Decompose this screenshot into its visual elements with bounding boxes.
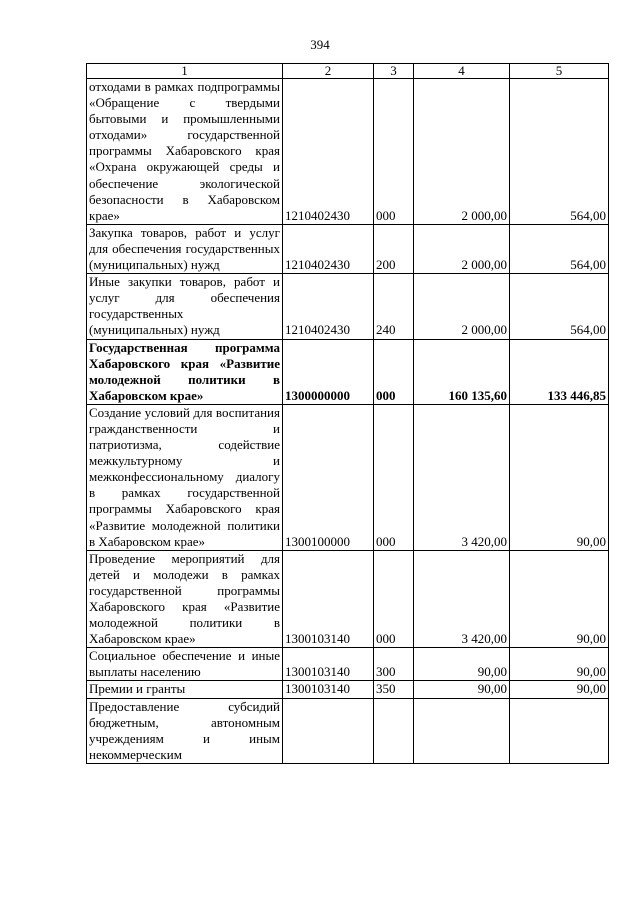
row-code-cell: 1300103140	[283, 681, 374, 698]
row-code-cell: 1300100000	[283, 404, 374, 550]
column-header: 3	[374, 64, 414, 79]
column-header: 5	[510, 64, 609, 79]
row-name-cell: Премии и гранты	[87, 681, 283, 698]
row-amount-cell: 160 135,60	[414, 339, 510, 404]
row-type-cell: 000	[374, 404, 414, 550]
table-row	[87, 648, 609, 681]
row-amount-cell: 2 000,00	[414, 79, 510, 225]
row-name-cell: Иные закупки товаров, работ и услуг для обеспечения государственных (муниципальных) нужд	[87, 274, 283, 339]
row-code-cell: 1210402430	[283, 79, 374, 225]
row-amount-cell: 2 000,00	[414, 274, 510, 339]
row-amount-cell: 3 420,00	[414, 550, 510, 648]
row-amount-cell: 90,00	[510, 681, 609, 698]
row-amount-cell: 564,00	[510, 79, 609, 225]
row-type-cell: 000	[374, 550, 414, 648]
row-type-cell: 200	[374, 224, 414, 273]
row-code-cell: 1300103140	[283, 550, 374, 648]
row-name-cell: Проведение мероприятий для детей и молодежи в рамках государственной программы Хабаровского края «Развитие молодежной политики в Хабаровском крае»	[87, 550, 283, 648]
table-row	[87, 681, 609, 698]
table-row	[87, 698, 609, 763]
table-row-program	[87, 339, 609, 404]
row-name-cell: отходами в рамках подпрограммы «Обращение с твердыми бытовыми и промышленными отходами» государственной программы Хабаровского края «Охрана окружающей среды и обеспечение экологической безопасности в Хабаровском крае»	[87, 79, 283, 225]
row-amount-cell: 564,00	[510, 274, 609, 339]
budget-table	[86, 63, 609, 764]
row-amount-cell: 90,00	[510, 648, 609, 681]
table-row	[87, 550, 609, 648]
table-row	[87, 79, 609, 225]
table-header-row	[87, 64, 609, 79]
row-type-cell: 000	[374, 339, 414, 404]
row-amount-cell: 90,00	[414, 648, 510, 681]
row-type-cell: 350	[374, 681, 414, 698]
row-type-cell: 300	[374, 648, 414, 681]
row-type-cell	[374, 698, 414, 763]
row-amount-cell	[414, 698, 510, 763]
row-name-cell: Социальное обеспечение и иные выплаты населению	[87, 648, 283, 681]
row-code-cell: 1210402430	[283, 224, 374, 273]
row-amount-cell	[510, 698, 609, 763]
row-amount-cell: 90,00	[414, 681, 510, 698]
table-row	[87, 224, 609, 273]
row-name-cell: Создание условий для воспитания гражданственности и патриотизма, содействие межкультурному и межконфессиональному диалогу в рамках государственной программы Хабаровского края «Развитие молодежной политики в Хабаровском крае»	[87, 404, 283, 550]
column-header: 4	[414, 64, 510, 79]
row-name-cell: Предоставление субсидий бюджетным, автономным учреждениям и иным некоммерческим	[87, 698, 283, 763]
row-code-cell: 1210402430	[283, 274, 374, 339]
row-code-cell: 1300103140	[283, 648, 374, 681]
row-type-cell: 240	[374, 274, 414, 339]
row-name-cell: Закупка товаров, работ и услуг для обеспечения государственных (муниципальных) нужд	[87, 224, 283, 273]
row-code-cell	[283, 698, 374, 763]
row-type-cell: 000	[374, 79, 414, 225]
table-row	[87, 404, 609, 550]
row-amount-cell: 3 420,00	[414, 404, 510, 550]
row-amount-cell: 2 000,00	[414, 224, 510, 273]
table-row	[87, 274, 609, 339]
row-amount-cell: 133 446,85	[510, 339, 609, 404]
column-header: 1	[87, 64, 283, 79]
row-amount-cell: 90,00	[510, 404, 609, 550]
row-code-cell: 1300000000	[283, 339, 374, 404]
row-amount-cell: 90,00	[510, 550, 609, 648]
column-header: 2	[283, 64, 374, 79]
row-name-cell: Государственная программа Хабаровского края «Развитие молодежной политики в Хабаровском крае»	[87, 339, 283, 404]
page-number: 394	[310, 37, 330, 52]
row-amount-cell: 564,00	[510, 224, 609, 273]
